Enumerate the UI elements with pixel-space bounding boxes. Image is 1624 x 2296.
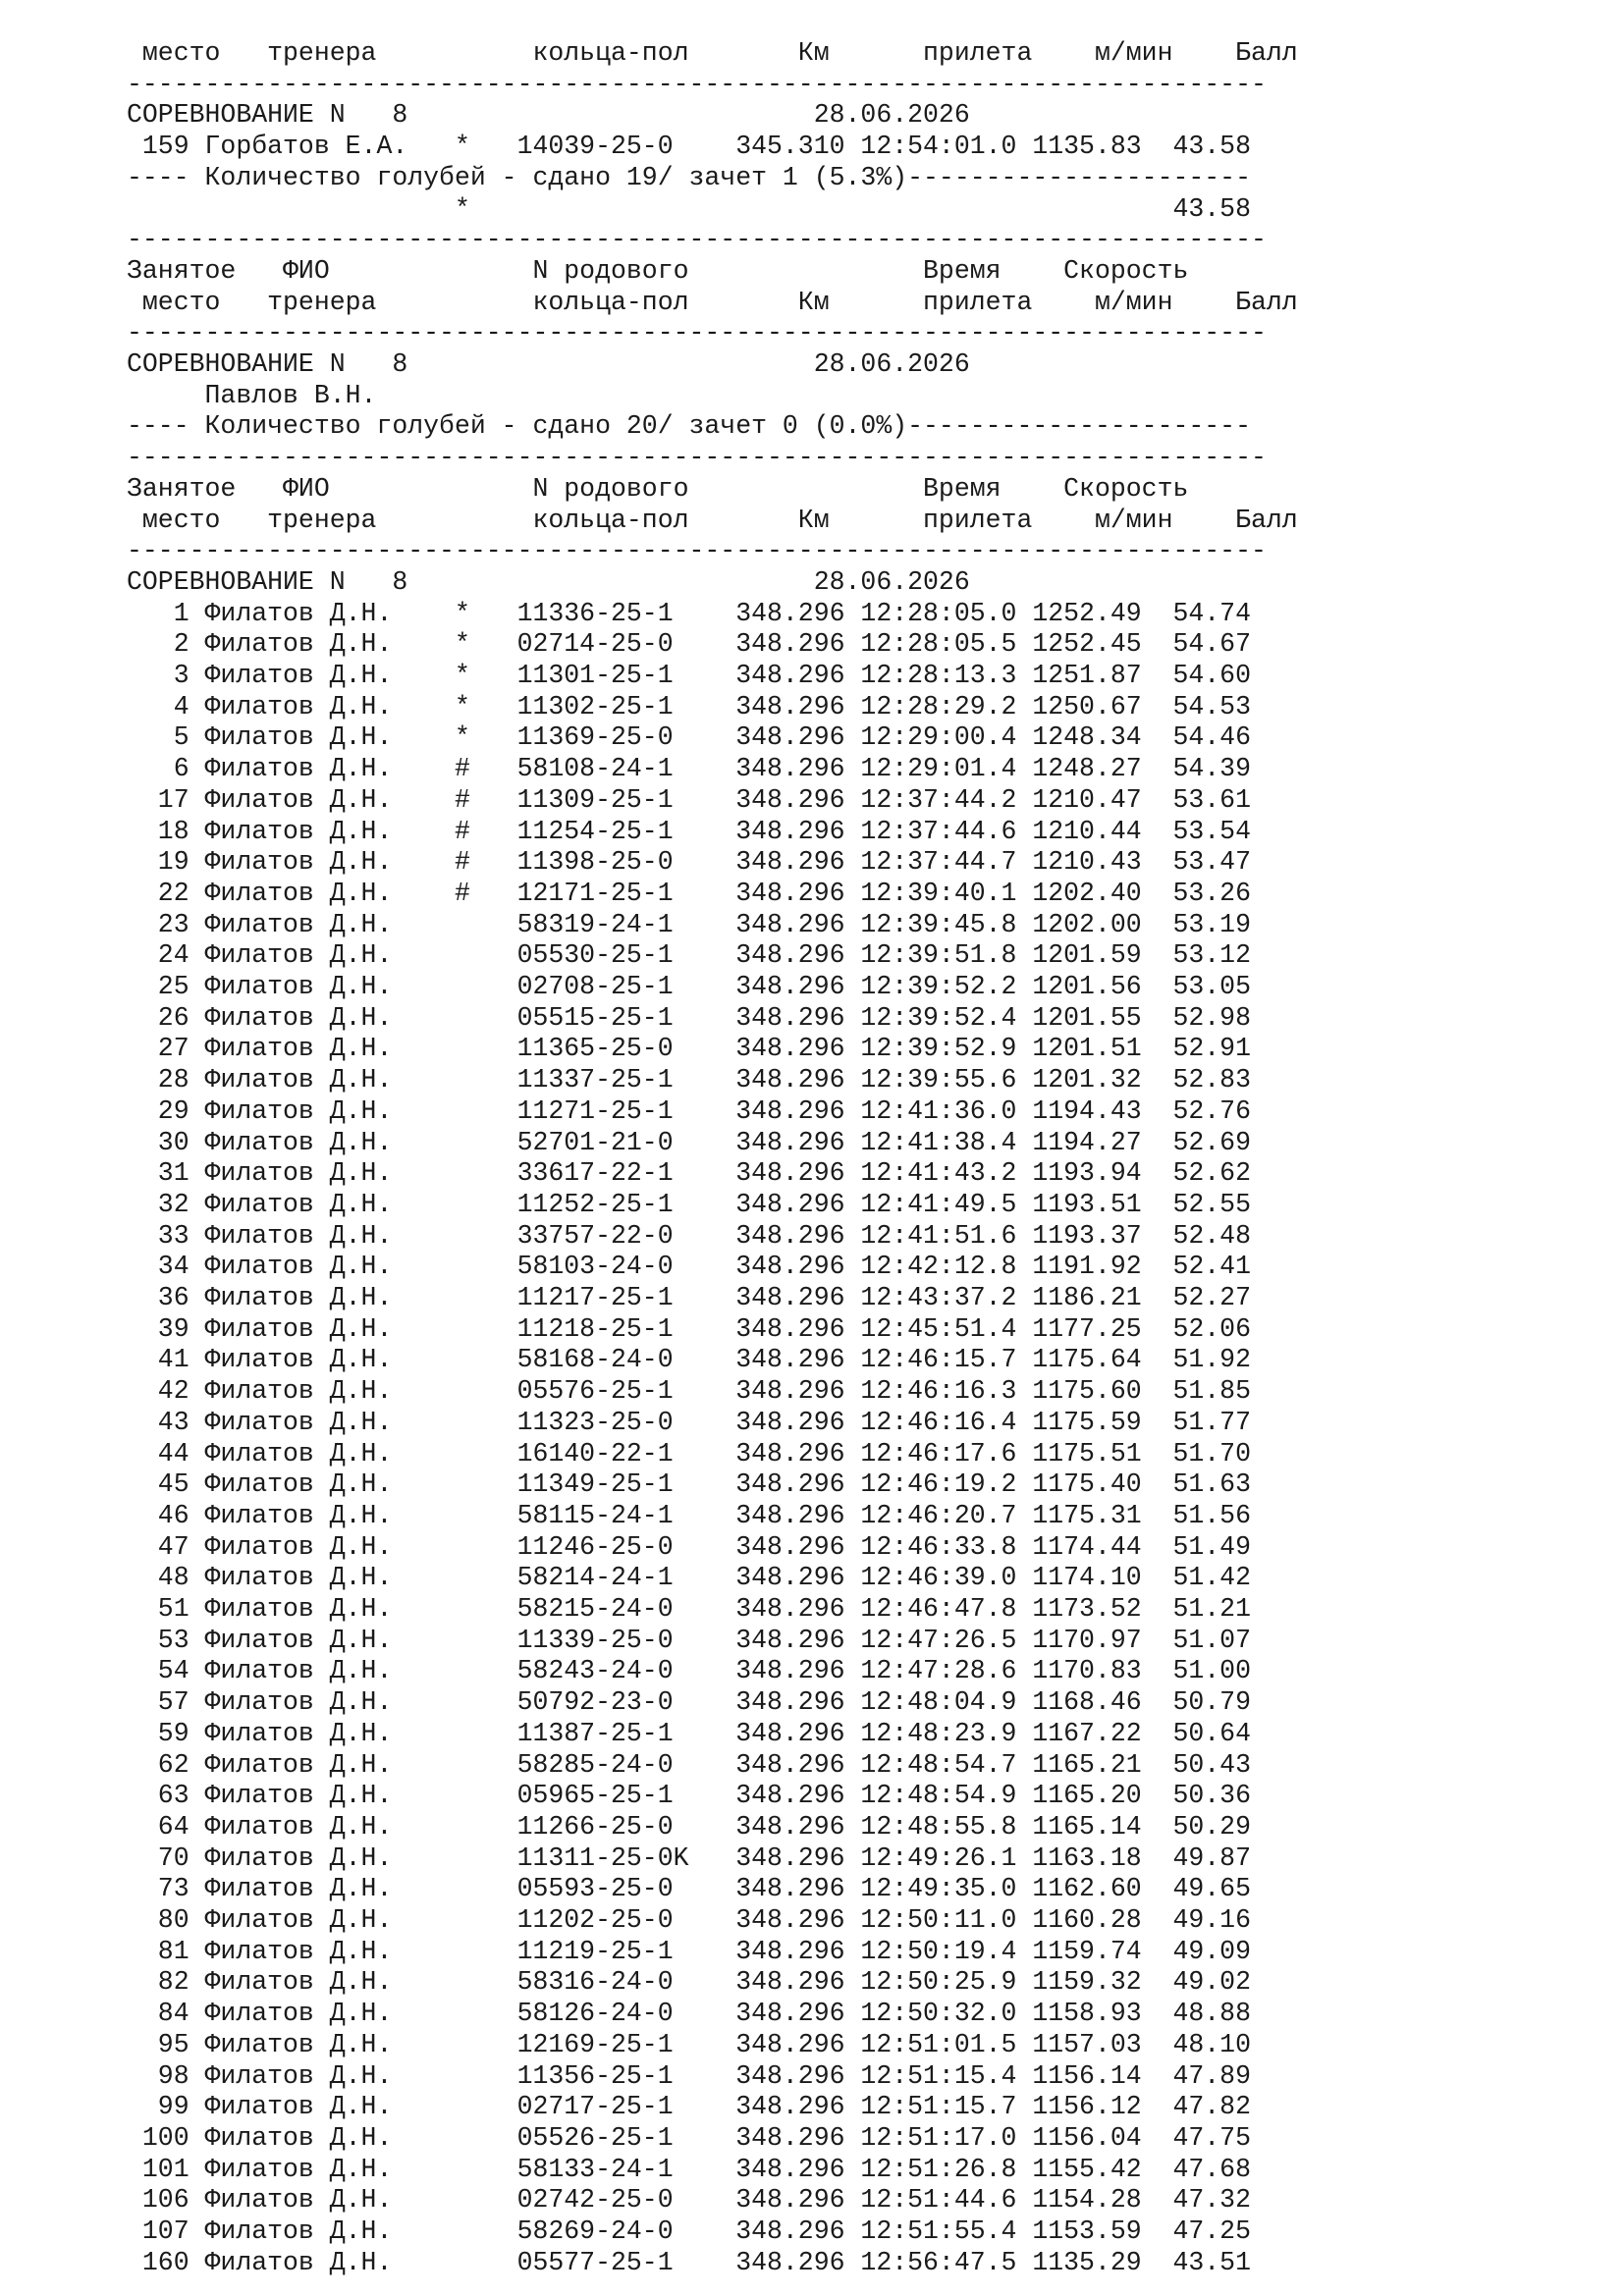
report-line: 99 Филатов Д.Н. 02717-25-1 348.296 12:51:15.7 1156.12 47.82 (127, 2092, 1251, 2122)
report-line: * 43.58 (127, 193, 1251, 224)
report-line: 36 Филатов Д.Н. 11217-25-1 348.296 12:43:37.2 1186.21 52.27 (127, 1283, 1251, 1312)
report-line: Занятое ФИО N родового Время Скорость (127, 473, 1189, 504)
report-line: 26 Филатов Д.Н. 05515-25-1 348.296 12:39:52.4 1201.55 52.98 (127, 1002, 1251, 1033)
report-line: 25 Филатов Д.Н. 02708-25-1 348.296 12:39:52.2 1201.56 53.05 (127, 972, 1251, 1001)
report-line: 27 Филатов Д.Н. 11365-25-0 348.296 12:39:52.9 1201.51 52.91 (127, 1034, 1251, 1064)
report-line: 98 Филатов Д.Н. 11356-25-1 348.296 12:51:15.4 1156.14 47.89 (127, 2060, 1251, 2091)
report-line: место тренера кольца-пол Км прилета м/мин Балл (127, 38, 1298, 68)
report-line: 47 Филатов Д.Н. 11246-25-0 348.296 12:46:33.8 1174.44 51.49 (127, 1531, 1251, 1562)
report-line: 59 Филатов Д.Н. 11387-25-1 348.296 12:48:23.9 1167.22 50.64 (127, 1718, 1251, 1748)
report-line: СОРЕВНОВАНИЕ N 8 28.06.2026 (127, 349, 970, 379)
report-line: 51 Филатов Д.Н. 58215-24-0 348.296 12:46:47.8 1173.52 51.21 (127, 1594, 1251, 1624)
report-line: ------------------------------------------------------------------------- (127, 318, 1267, 348)
report-line: 45 Филатов Д.Н. 11349-25-1 348.296 12:46:19.2 1175.40 51.63 (127, 1469, 1251, 1500)
report-line: 17 Филатов Д.Н. # 11309-25-1 348.296 12:37:44.2 1210.47 53.61 (127, 784, 1251, 815)
report-line: 53 Филатов Д.Н. 11339-25-0 348.296 12:47:26.5 1170.97 51.07 (127, 1625, 1251, 1655)
report-line: 159 Горбатов Е.А. * 14039-25-0 345.310 12:54:01.0 1135.83 43.58 (127, 132, 1251, 162)
report-line: 4 Филатов Д.Н. * 11302-25-1 348.296 12:28:29.2 1250.67 54.53 (127, 691, 1251, 721)
report-line: 1 Филатов Д.Н. * 11336-25-1 348.296 12:28:05.0 1252.49 54.74 (127, 598, 1251, 628)
report-line: 43 Филатов Д.Н. 11323-25-0 348.296 12:46:16.4 1175.59 51.77 (127, 1407, 1251, 1437)
report-line: 48 Филатов Д.Н. 58214-24-1 348.296 12:46:39.0 1174.10 51.42 (127, 1563, 1251, 1593)
report-line: 64 Филатов Д.Н. 11266-25-0 348.296 12:48:55.8 1165.14 50.29 (127, 1811, 1251, 1842)
report-line: 30 Филатов Д.Н. 52701-21-0 348.296 12:41:38.4 1194.27 52.69 (127, 1127, 1251, 1157)
report-line: 24 Филатов Д.Н. 05530-25-1 348.296 12:39:51.8 1201.59 53.12 (127, 940, 1251, 971)
report-line: 80 Филатов Д.Н. 11202-25-0 348.296 12:50:11.0 1160.28 49.16 (127, 1905, 1251, 1935)
report-line: 73 Филатов Д.Н. 05593-25-0 348.296 12:49:35.0 1162.60 49.65 (127, 1874, 1251, 1904)
report-line: 32 Филатов Д.Н. 11252-25-1 348.296 12:41:49.5 1193.51 52.55 (127, 1189, 1251, 1219)
report-line: 95 Филатов Д.Н. 12169-25-1 348.296 12:51:01.5 1157.03 48.10 (127, 2029, 1251, 2059)
report-line: 31 Филатов Д.Н. 33617-22-1 348.296 12:41:43.2 1193.94 52.62 (127, 1158, 1251, 1189)
report-line: СОРЕВНОВАНИЕ N 8 28.06.2026 (127, 566, 970, 597)
report-line: 84 Филатов Д.Н. 58126-24-0 348.296 12:50:32.0 1158.93 48.88 (127, 1999, 1251, 2029)
report-line: 46 Филатов Д.Н. 58115-24-1 348.296 12:46:20.7 1175.31 51.56 (127, 1500, 1251, 1530)
report-line: 62 Филатов Д.Н. 58285-24-0 348.296 12:48:54.7 1165.21 50.43 (127, 1749, 1251, 1780)
report-line: СОРЕВНОВАНИЕ N 8 28.06.2026 (127, 100, 970, 131)
report-line: ------------------------------------------------------------------------- (127, 536, 1267, 566)
report-line: 18 Филатов Д.Н. # 11254-25-1 348.296 12:37:44.6 1210.44 53.54 (127, 816, 1251, 846)
report-line: 6 Филатов Д.Н. # 58108-24-1 348.296 12:29:01.4 1248.27 54.39 (127, 754, 1251, 784)
report-line: ---- Количество голубей - сдано 19/ зачет 1 (5.3%)---------------------- (127, 162, 1251, 192)
report-line: 33 Филатов Д.Н. 33757-22-0 348.296 12:41:51.6 1193.37 52.48 (127, 1220, 1251, 1251)
report-line: 160 Филатов Д.Н. 05577-25-1 348.296 12:56:47.5 1135.29 43.51 (127, 2247, 1251, 2277)
report-line: 70 Филатов Д.Н. 11311-25-0K 348.296 12:49:26.1 1163.18 49.87 (127, 1842, 1251, 1873)
report-line: 82 Филатов Д.Н. 58316-24-0 348.296 12:50:25.9 1159.32 49.02 (127, 1967, 1251, 1998)
report-line: 22 Филатов Д.Н. # 12171-25-1 348.296 12:39:40.1 1202.40 53.26 (127, 878, 1251, 908)
report-line: ------------------------------------------------------------------------- (127, 443, 1267, 473)
report-line: 42 Филатов Д.Н. 05576-25-1 348.296 12:46:16.3 1175.60 51.85 (127, 1376, 1251, 1407)
report-line: 5 Филатов Д.Н. * 11369-25-0 348.296 12:29:00.4 1248.34 54.46 (127, 722, 1251, 753)
report-line: Занятое ФИО N родового Время Скорость (127, 255, 1189, 286)
report-line: 81 Филатов Д.Н. 11219-25-1 348.296 12:50:19.4 1159.74 49.09 (127, 1936, 1251, 1966)
report-line: место тренера кольца-пол Км прилета м/мин Балл (127, 287, 1298, 317)
report-line: ------------------------------------------------------------------------- (127, 225, 1267, 255)
report-line: 63 Филатов Д.Н. 05965-25-1 348.296 12:48:54.9 1165.20 50.36 (127, 1781, 1251, 1811)
report-line: 39 Филатов Д.Н. 11218-25-1 348.296 12:45:51.4 1177.25 52.06 (127, 1313, 1251, 1344)
report-line: 29 Филатов Д.Н. 11271-25-1 348.296 12:41:36.0 1194.43 52.76 (127, 1095, 1251, 1126)
report-line: 54 Филатов Д.Н. 58243-24-0 348.296 12:47:28.6 1170.83 51.00 (127, 1656, 1251, 1686)
report-line: Павлов В.Н. (127, 380, 377, 410)
report-line: 57 Филатов Д.Н. 50792-23-0 348.296 12:48:04.9 1168.46 50.79 (127, 1687, 1251, 1718)
report-line: 100 Филатов Д.Н. 05526-25-1 348.296 12:51:17.0 1156.04 47.75 (127, 2122, 1251, 2153)
report-line: 44 Филатов Д.Н. 16140-22-1 348.296 12:46:17.6 1175.51 51.70 (127, 1438, 1251, 1468)
report-line: 2 Филатов Д.Н. * 02714-25-0 348.296 12:28:05.5 1252.45 54.67 (127, 629, 1251, 660)
report-line: ---- Количество голубей - сдано 20/ зачет 0 (0.0%)---------------------- (127, 411, 1251, 442)
report-line: 101 Филатов Д.Н. 58133-24-1 348.296 12:51:26.8 1155.42 47.68 (127, 2154, 1251, 2184)
report-line: 41 Филатов Д.Н. 58168-24-0 348.296 12:46:15.7 1175.64 51.92 (127, 1345, 1251, 1375)
report-line: 34 Филатов Д.Н. 58103-24-0 348.296 12:42:12.8 1191.92 52.41 (127, 1252, 1251, 1282)
report-line: 106 Филатов Д.Н. 02742-25-0 348.296 12:51:44.6 1154.28 47.32 (127, 2185, 1251, 2216)
report-line: ------------------------------------------------------------------------- (127, 69, 1267, 99)
report-line: 28 Филатов Д.Н. 11337-25-1 348.296 12:39:55.6 1201.32 52.83 (127, 1065, 1251, 1095)
report-line: 19 Филатов Д.Н. # 11398-25-0 348.296 12:37:44.7 1210.43 53.47 (127, 847, 1251, 878)
report-line: 3 Филатов Д.Н. * 11301-25-1 348.296 12:28:13.3 1251.87 54.60 (127, 661, 1251, 690)
report-line: место тренера кольца-пол Км прилета м/мин Балл (127, 505, 1298, 535)
report-line: 107 Филатов Д.Н. 58269-24-0 348.296 12:51:55.4 1153.59 47.25 (127, 2216, 1251, 2246)
report-line: 23 Филатов Д.Н. 58319-24-1 348.296 12:39:45.8 1202.00 53.19 (127, 909, 1251, 939)
